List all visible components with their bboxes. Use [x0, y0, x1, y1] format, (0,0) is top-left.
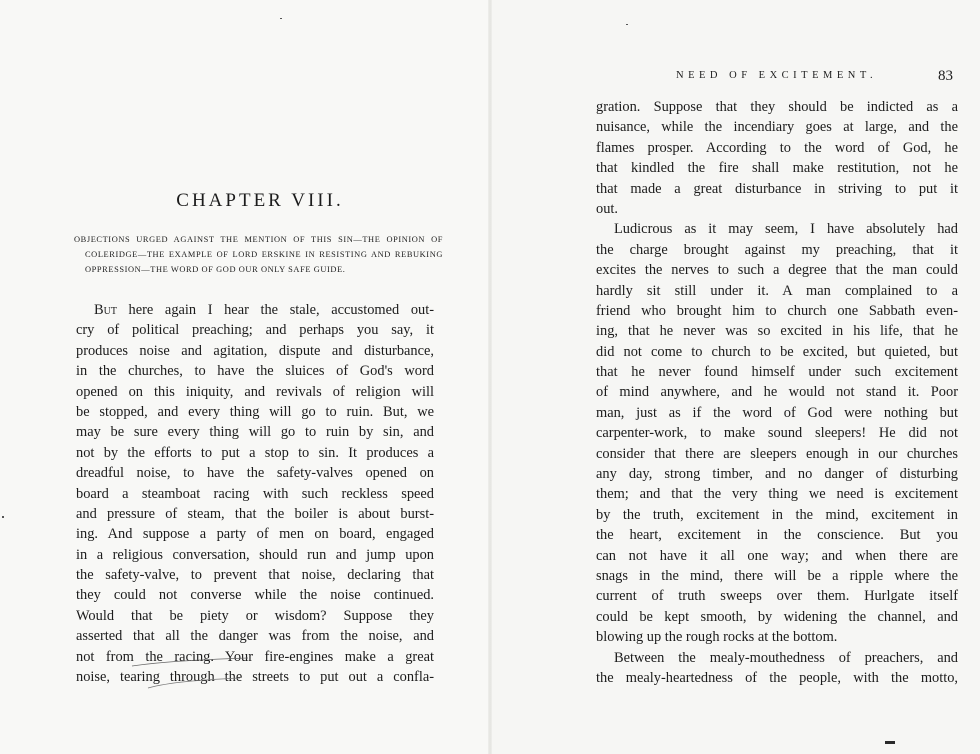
text-line: noise, tearing through the streets to put out a confla- [76, 669, 434, 686]
text-line: dreadful noise, to have the safety-valves opened on [76, 465, 434, 482]
text-line: nuisance, while the incendiary goes at large, and the [596, 119, 958, 136]
running-head: NEED OF EXCITEMENT. [676, 70, 878, 81]
left-page-body [76, 300, 434, 687]
text-line: ing. And suppose a party of men on board, engaged [76, 526, 434, 543]
text-line: Ludicrous as it may seem, I have absolutely had [614, 221, 958, 238]
text-line: man, just as if the word of God were nothing but [596, 404, 958, 421]
text-line: them; and that the very thing we need is excitement [596, 486, 958, 503]
text-line: friend who brought him to church one Sabbath even- [596, 302, 958, 319]
text-line: not by the efforts to put a stop to sin. It produces a [76, 444, 434, 461]
text-line: that he never found himself under such excitement [596, 364, 958, 381]
text-line: that made a great disturbance in striving to put it [596, 180, 958, 197]
text-line: can not have it all one way; and when there are [596, 547, 958, 564]
scan-speck [626, 24, 628, 25]
text-line: may be sure every thing will go to ruin by sin, and [76, 424, 434, 441]
text-line: ing, that he never was so excited in his life, that he [596, 323, 958, 340]
text-line: Would that be piety or wisdom? Suppose they [76, 607, 434, 624]
text-line: cry of political preaching; and perhaps you say, it [76, 322, 434, 339]
text-line: in a religious conversation, should run and jump upon [76, 546, 434, 563]
text-line: the charge brought against my preaching, that it [596, 241, 958, 258]
text-line: not from the racing. Your fire-engines make a great [76, 648, 434, 665]
right-page-body [596, 97, 958, 688]
text-line: in the churches, to have the sluices of God's word [76, 363, 434, 380]
text-line: consider that there are sleepers enough in our churches [596, 445, 958, 462]
drop-word: But [94, 302, 117, 318]
scan-speck [280, 18, 282, 19]
scan-speck [885, 741, 895, 744]
text-line: be stopped, and every thing will go to ruin. But, we [76, 403, 434, 420]
chapter-title: CHAPTER VIII. [176, 190, 344, 211]
text-line: board a steamboat racing with such reckless speed [76, 485, 434, 502]
text-line: the heart, excitement in the conscience. But you [596, 527, 958, 544]
text-line: the mealy-heartedness of the people, with the motto, [596, 669, 958, 686]
text-line: hardly sit still under it. A man complained to a [596, 282, 958, 299]
text-line: produces noise and agitation, dispute and disturbance, [76, 342, 434, 359]
text-line: current of truth sweeps over them. Hurlgate itself [596, 588, 958, 605]
pencil-underline-mark [130, 656, 250, 690]
text-line: Between the mealy-mouthedness of preachers, and [614, 649, 958, 666]
text-line: flames prosper. According to the word of God, he [596, 139, 958, 156]
text-line: excites the nerves to such a degree that the man could [596, 262, 958, 279]
text-line: carpenter-work, to make sound sleepers! He did not [596, 425, 958, 442]
text-line: and pressure of steam, that the boiler is about burst- [76, 505, 434, 522]
text-line: by the truth, excitement in the mind, excitement in [596, 506, 958, 523]
text-line: gration. Suppose that they should be indicted as a [596, 99, 958, 115]
text-line: out. [596, 200, 618, 217]
text-line: did not come to church to be excited, but quieted, but [596, 343, 958, 360]
text-line: asserted that all the danger was from the noise, and [76, 628, 434, 645]
text-line: any day, strong timber, and no danger of disturbing [596, 466, 958, 483]
text-line: blowing up the rough rocks at the bottom. [596, 629, 838, 646]
text-line: could be kept smooth, by widening the channel, and [596, 608, 958, 625]
page-number: 83 [938, 68, 953, 84]
text-line: the safety-valve, to prevent that noise, declaring that [76, 567, 434, 584]
text-line: snags in the mind, there will be a ripple where the [596, 567, 958, 584]
text-line [76, 300, 434, 320]
chapter-summary: OBJECTIONS URGED AGAINST THE MENTION OF THIS SIN—THE OPINION OF COLERIDGE—THE EXAMPLE OF LORD ERSKINE IN RESISTING AND REBUKING OPPRESSION—THE WORD OF GOD OUR ONLY SAFE GUIDE. [74, 235, 443, 274]
scan-speck [2, 516, 4, 518]
text-line: that kindled the fire shall make restitution, not he [596, 160, 958, 177]
book-gutter [488, 0, 492, 754]
text-line: they could not converse while the noise continued. [76, 587, 434, 604]
text-line: of mind anywhere, and he would not stand it. Poor [596, 384, 958, 401]
text-line: opened on this iniquity, and revivals of religion will [76, 383, 434, 400]
text-line-rest: here again I hear the stale, accustomed out- [116, 302, 434, 318]
